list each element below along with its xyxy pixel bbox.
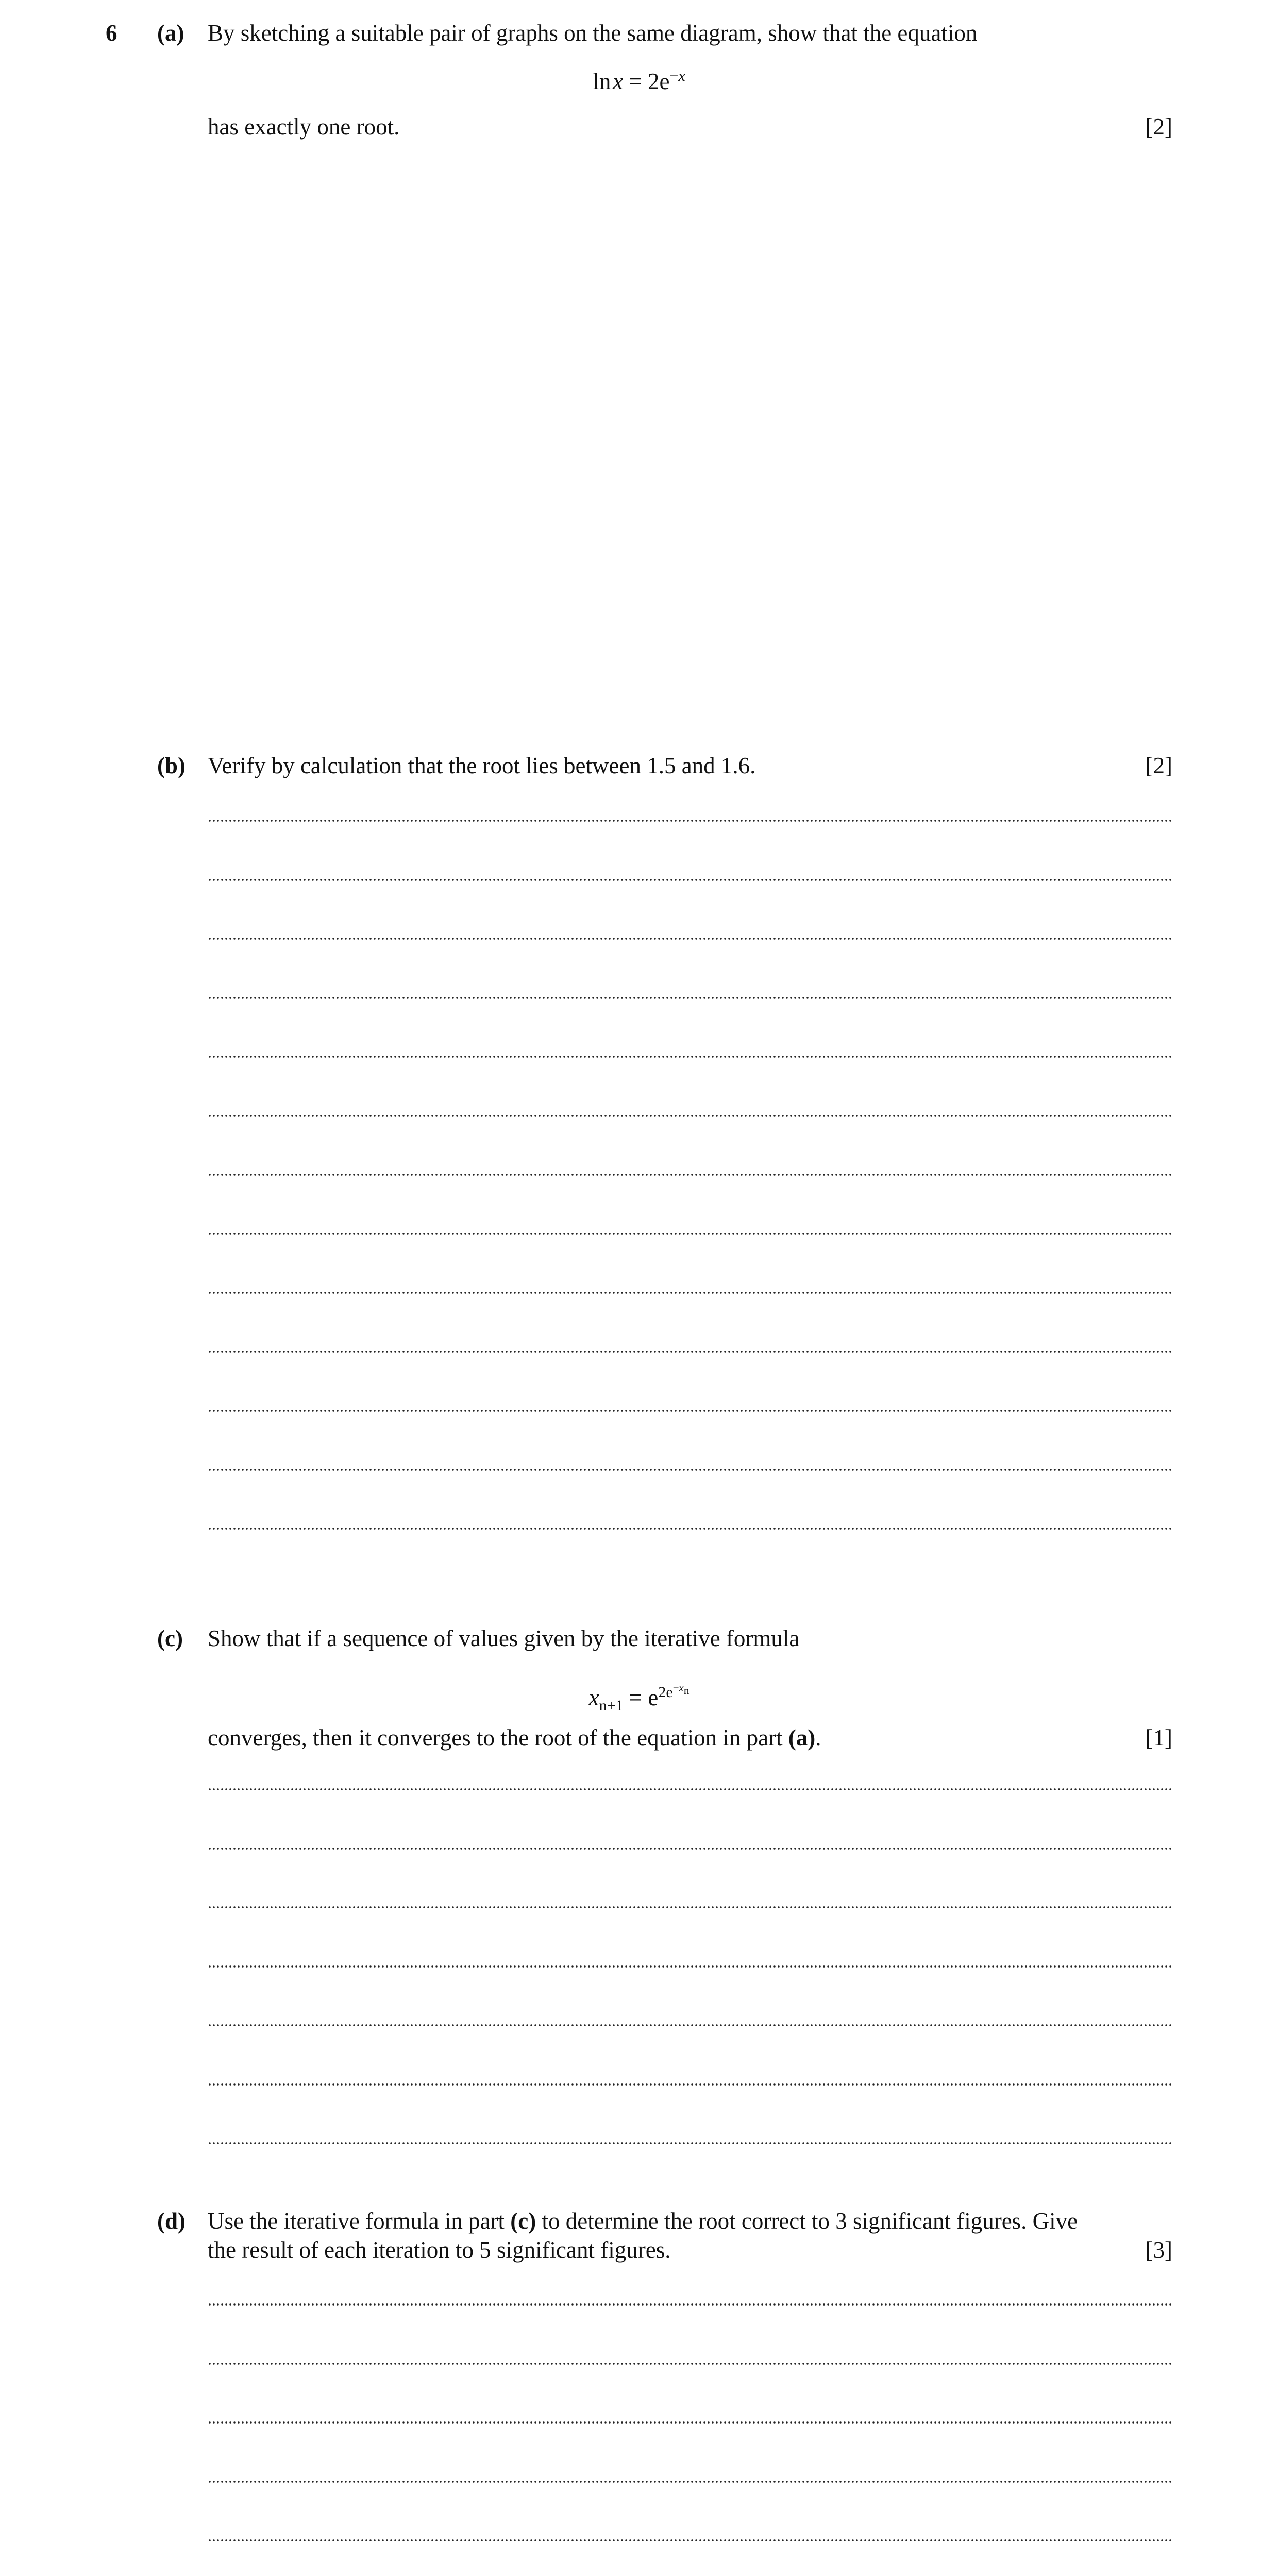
part-c-prompt: Show that if a sequence of values given by the iterative formula xyxy=(208,1625,800,1651)
answer-line[interactable] xyxy=(208,1114,1172,1117)
part-a-marks: [2] xyxy=(1145,114,1172,140)
part-c-equation: $x_{n+1} = e^{2e^{-x_n}}$ xyxy=(588,1682,690,1714)
answer-line[interactable] xyxy=(208,1055,1172,1058)
answer-line[interactable] xyxy=(208,2539,1172,2542)
part-b-marks: [2] xyxy=(1145,753,1172,778)
answer-line[interactable] xyxy=(208,2303,1172,2306)
answer-line[interactable] xyxy=(208,2083,1172,2086)
answer-line[interactable] xyxy=(208,1409,1172,1412)
part-a-prompt: By sketching a suitable pair of graphs on the same diagram, show that the equation xyxy=(208,20,978,46)
answer-line[interactable] xyxy=(208,996,1172,999)
part-c-label: (c) xyxy=(157,1625,183,1651)
part-d-prompt-line2: the result of each iteration to 5 significant figures. xyxy=(208,2237,671,2263)
answer-line[interactable] xyxy=(208,2421,1172,2424)
answer-line[interactable] xyxy=(208,1232,1172,1235)
part-d-prompt: Use the iterative formula in part (c) to determine the root correct to 3 significant figures. Give xyxy=(208,2208,1078,2234)
answer-line[interactable] xyxy=(208,1350,1172,1353)
answer-line[interactable] xyxy=(208,819,1172,822)
answer-line[interactable] xyxy=(208,1847,1172,1850)
part-c-prompt-end: converges, then it converges to the root of the equation in part (a). xyxy=(208,1725,821,1751)
answer-line[interactable] xyxy=(208,937,1172,940)
sketch-area[interactable] xyxy=(208,155,1172,721)
answer-line[interactable] xyxy=(208,2362,1172,2365)
part-b-label: (b) xyxy=(157,753,186,778)
answer-line[interactable] xyxy=(208,2480,1172,2483)
part-d-marks: [3] xyxy=(1145,2237,1172,2263)
part-a-equation: ln $x = 2e^{-x}$ xyxy=(593,67,685,94)
answer-line[interactable] xyxy=(208,1965,1172,1968)
part-c-marks: [1] xyxy=(1145,1725,1172,1751)
part-a-label: (a) xyxy=(157,20,184,46)
answer-line[interactable] xyxy=(208,1906,1172,1909)
answer-line[interactable] xyxy=(208,1527,1172,1530)
answer-line[interactable] xyxy=(208,1788,1172,1791)
part-d-label: (d) xyxy=(157,2208,186,2234)
answer-line[interactable] xyxy=(208,878,1172,882)
question-number: 6 xyxy=(106,20,117,46)
answer-line[interactable] xyxy=(208,1468,1172,1471)
answer-line[interactable] xyxy=(208,1173,1172,1176)
answer-line[interactable] xyxy=(208,2142,1172,2145)
part-a-prompt-end: has exactly one root. xyxy=(208,114,400,140)
answer-line[interactable] xyxy=(208,2024,1172,2027)
answer-line[interactable] xyxy=(208,1291,1172,1294)
part-b-prompt: Verify by calculation that the root lies between 1.5 and 1.6. xyxy=(208,753,756,778)
